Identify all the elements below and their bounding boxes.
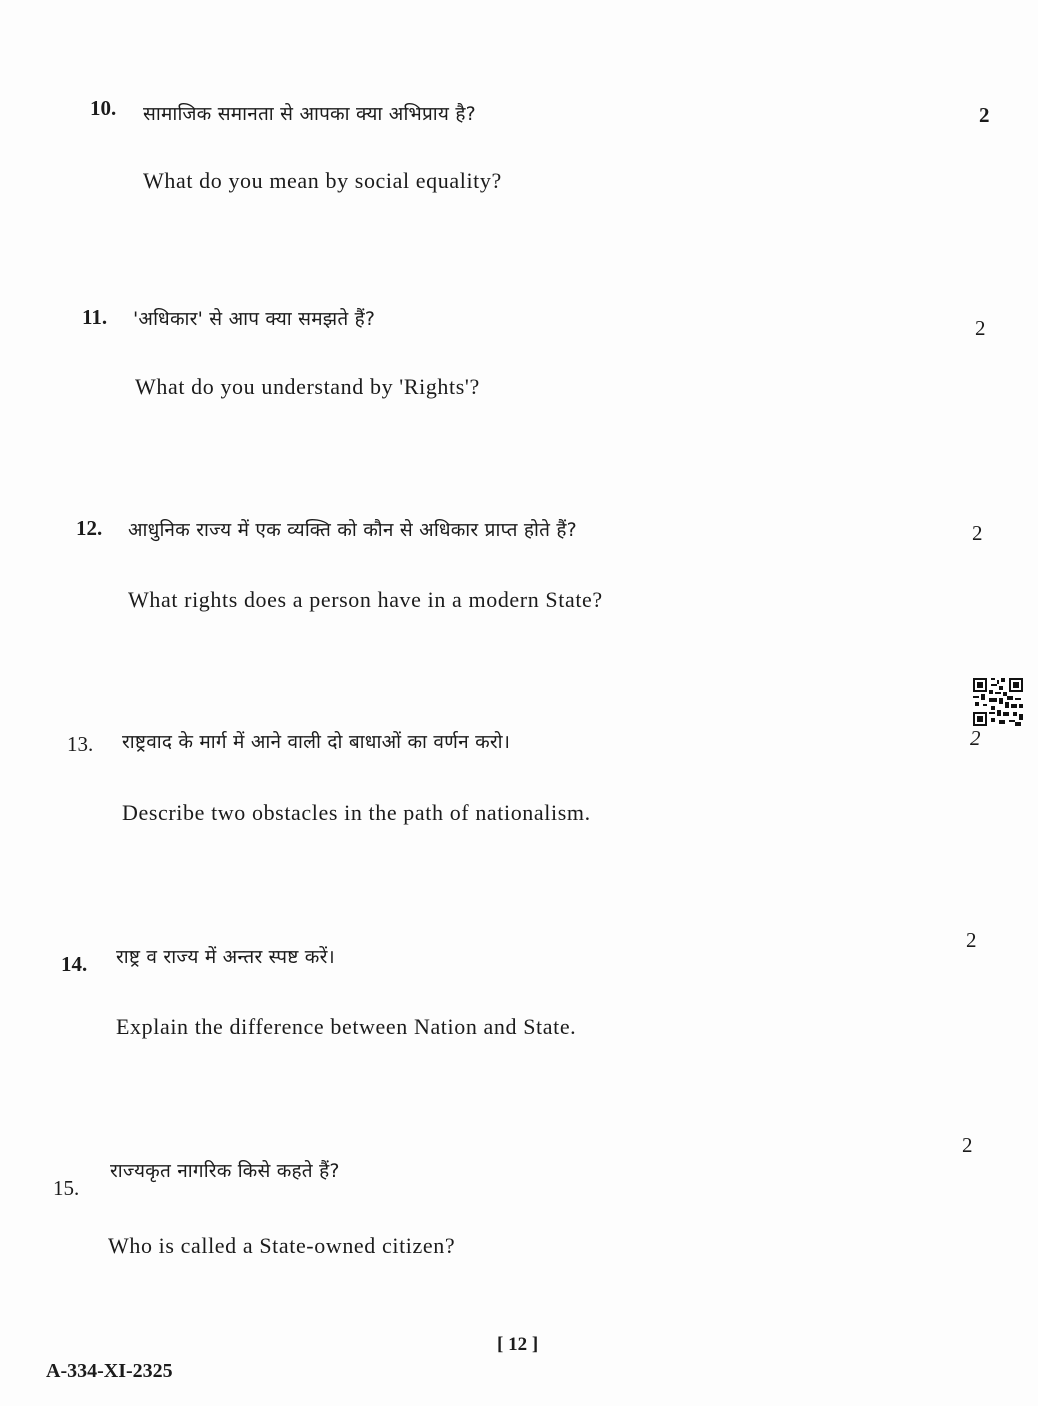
question-text-english: What rights does a person have in a modern State? [128, 587, 603, 612]
question-marks: 2 [979, 103, 990, 127]
question-number: 13. [67, 732, 94, 756]
question-text-hindi: सामाजिक समानता से आपका क्या अभिप्राय है? [143, 103, 476, 125]
question-marks: 2 [962, 1133, 973, 1157]
question-number: 10. [90, 96, 117, 120]
question-text-hindi: राष्ट्र व राज्य में अन्तर स्पष्ट करें। [116, 946, 335, 968]
question-text-hindi: राष्ट्रवाद के मार्ग में आने वाली दो बाधाओं का वर्णन करो। [122, 731, 511, 753]
question-text-english: Explain the difference between Nation and State. [116, 1014, 577, 1039]
question-number: 12. [76, 516, 103, 540]
question-text-hindi: 'अधिकार' से आप क्या समझते हैं? [133, 308, 376, 330]
question-text-english: Who is called a State-owned citizen? [108, 1233, 456, 1258]
question-number: 11. [82, 305, 108, 329]
page-number: [ 12 ] [497, 1334, 539, 1355]
question-text-english: What do you understand by 'Rights'? [135, 374, 480, 399]
qr-code-icon [973, 678, 1023, 726]
question-marks: 2 [975, 316, 986, 340]
paper-code: A-334-XI-2325 [46, 1360, 173, 1382]
question-text-hindi: आधुनिक राज्य में एक व्यक्ति को कौन से अधिकार प्राप्त होते हैं? [128, 519, 577, 541]
question-marks: 2 [966, 928, 977, 952]
question-marks: 2 [970, 726, 981, 750]
question-number: 14. [61, 952, 88, 976]
question-text-english: Describe two obstacles in the path of nationalism. [122, 800, 591, 825]
question-marks: 2 [972, 521, 983, 545]
question-number: 15. [53, 1176, 80, 1200]
question-text-hindi: राज्यकृत नागरिक किसे कहते हैं? [110, 1160, 340, 1182]
question-text-english: What do you mean by social equality? [143, 168, 502, 193]
